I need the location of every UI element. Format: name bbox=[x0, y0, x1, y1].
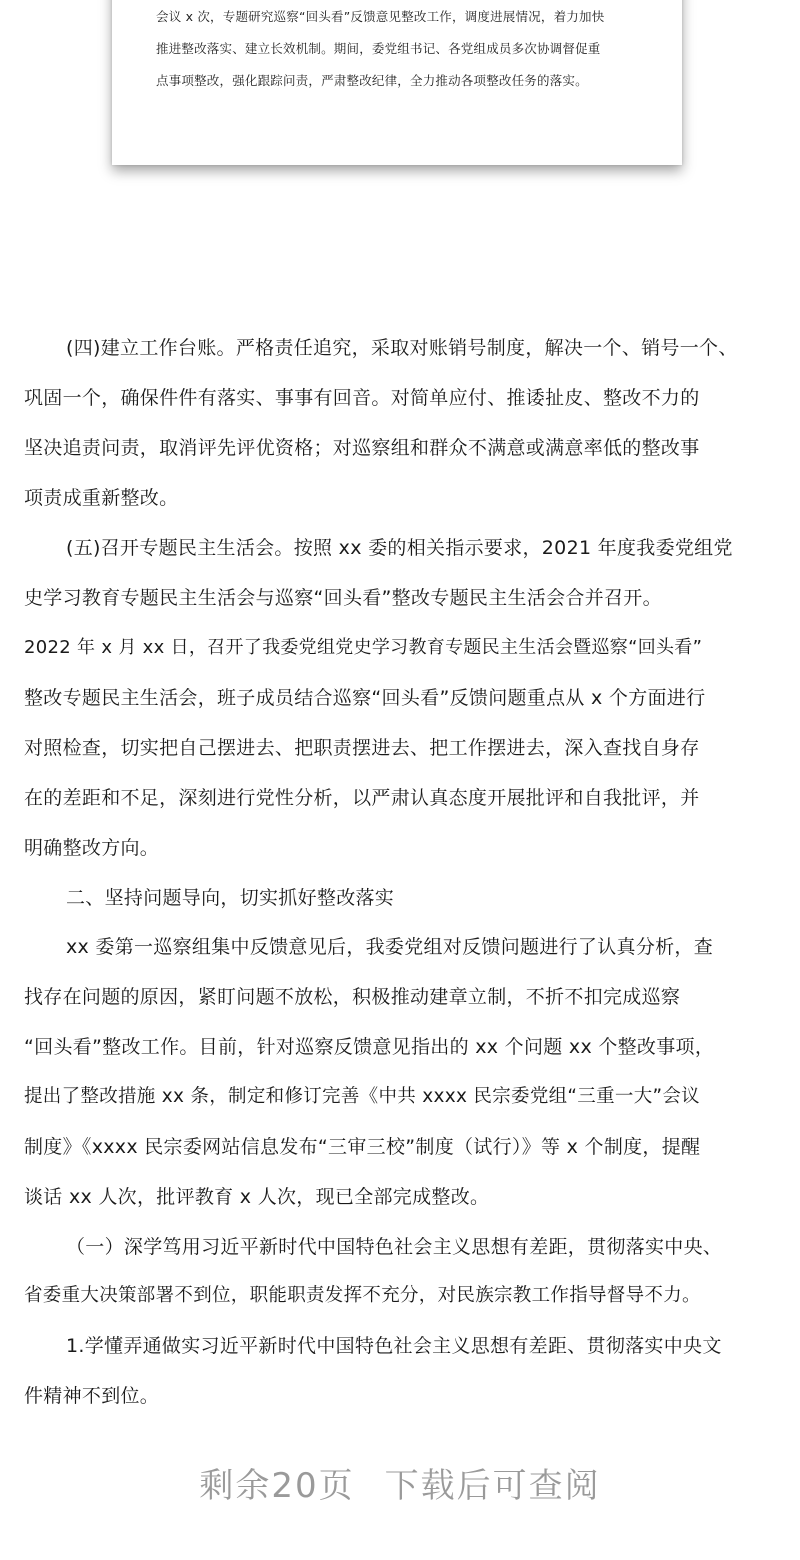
paragraph-line: (四)建立工作台账。严格责任追究，采取对账销号制度，解决一个、销号一个、 bbox=[66, 337, 738, 359]
paragraph-line: 谈话 xx 人次，批评教育 x 人次，现已全部完成整改。 bbox=[24, 1186, 490, 1208]
paragraph-line: 在的差距和不足，深刻进行党性分析，以严肃认真态度开展批评和自我批评，并 bbox=[24, 787, 700, 809]
paragraph-line: 对照检查，切实把自己摆进去、把职责摆进去、把工作摆进去，深入查找自身存 bbox=[24, 737, 700, 759]
paragraph-line: 1.学懂弄通做实习近平新时代中国特色社会主义思想有差距、贯彻落实中央文 bbox=[66, 1335, 722, 1357]
preview-line: 会议 x 次，专题研究巡察“回头看”反馈意见整改工作，调度进展情况，着力加快 bbox=[156, 9, 605, 24]
section-heading: 二、坚持问题导向，切实抓好整改落实 bbox=[66, 887, 395, 909]
paragraph-line: 2022 年 x 月 xx 日，召开了我委党组党史学习教育专题民主生活会暨巡察“回头看” bbox=[24, 637, 703, 658]
download-prompt[interactable] bbox=[0, 1458, 800, 1507]
paragraph-line: “回头看”整改工作。目前，针对巡察反馈意见指出的 xx 个问题 xx 个整改事项， bbox=[24, 1036, 715, 1058]
paragraph-line: 坚决追责问责，取消评先评优资格；对巡察组和群众不满意或满意率低的整改事 bbox=[24, 437, 700, 459]
paragraph-line: 整改专题民主生活会，班子成员结合巡察“回头看”反馈问题重点从 x 个方面进行 bbox=[24, 687, 706, 709]
preview-line: 推进整改落实、建立长效机制。期间，委党组书记、各党组成员多次协调督促重 bbox=[156, 41, 601, 56]
paragraph-line: xx 委第一巡察组集中反馈意见后，我委党组对反馈问题进行了认真分析，查 bbox=[66, 936, 714, 958]
paragraph-line: (五)召开专题民主生活会。按照 xx 委的相关指示要求，2021 年度我委党组党 bbox=[66, 537, 733, 559]
paragraph-line: 史学习教育专题民主生活会与巡察“回头看”整改专题民主生活会合并召开。 bbox=[24, 587, 662, 609]
download-to-view-label: 下载后可查阅 bbox=[384, 1466, 601, 1506]
preview-line: 点事项整改，强化跟踪问责，严肃整改纪律，全力推动各项整改任务的落实。 bbox=[156, 73, 588, 88]
paragraph-line: 明确整改方向。 bbox=[24, 837, 160, 859]
paragraph-line: 项责成重新整改。 bbox=[24, 487, 179, 509]
remaining-pages-label: 剩余20页 bbox=[199, 1466, 355, 1506]
paragraph-line: 找存在问题的原因，紧盯问题不放松，积极推动建章立制，不折不扣完成巡察 bbox=[24, 986, 681, 1008]
paragraph-line: （一）深学笃用习近平新时代中国特色社会主义思想有差距，贯彻落实中央、 bbox=[66, 1236, 723, 1258]
paragraph-line: 巩固一个，确保件件有落实、事事有回音。对简单应付、推诿扯皮、整改不力的 bbox=[24, 387, 700, 409]
paragraph-line: 件精神不到位。 bbox=[24, 1385, 160, 1407]
paragraph-line: 省委重大决策部署不到位，职能职责发挥不充分，对民族宗教工作指导督导不力。 bbox=[24, 1285, 701, 1306]
paragraph-line: 提出了整改措施 xx 条，制定和修订完善《中共 xxxx 民宗委党组“三重一大”会议 bbox=[24, 1086, 700, 1107]
document-preview-card bbox=[112, 0, 682, 165]
paragraph-line: 制度》《xxxx 民宗委网站信息发布“三审三校”制度（试行）》等 x 个制度，提醒 bbox=[24, 1136, 701, 1158]
